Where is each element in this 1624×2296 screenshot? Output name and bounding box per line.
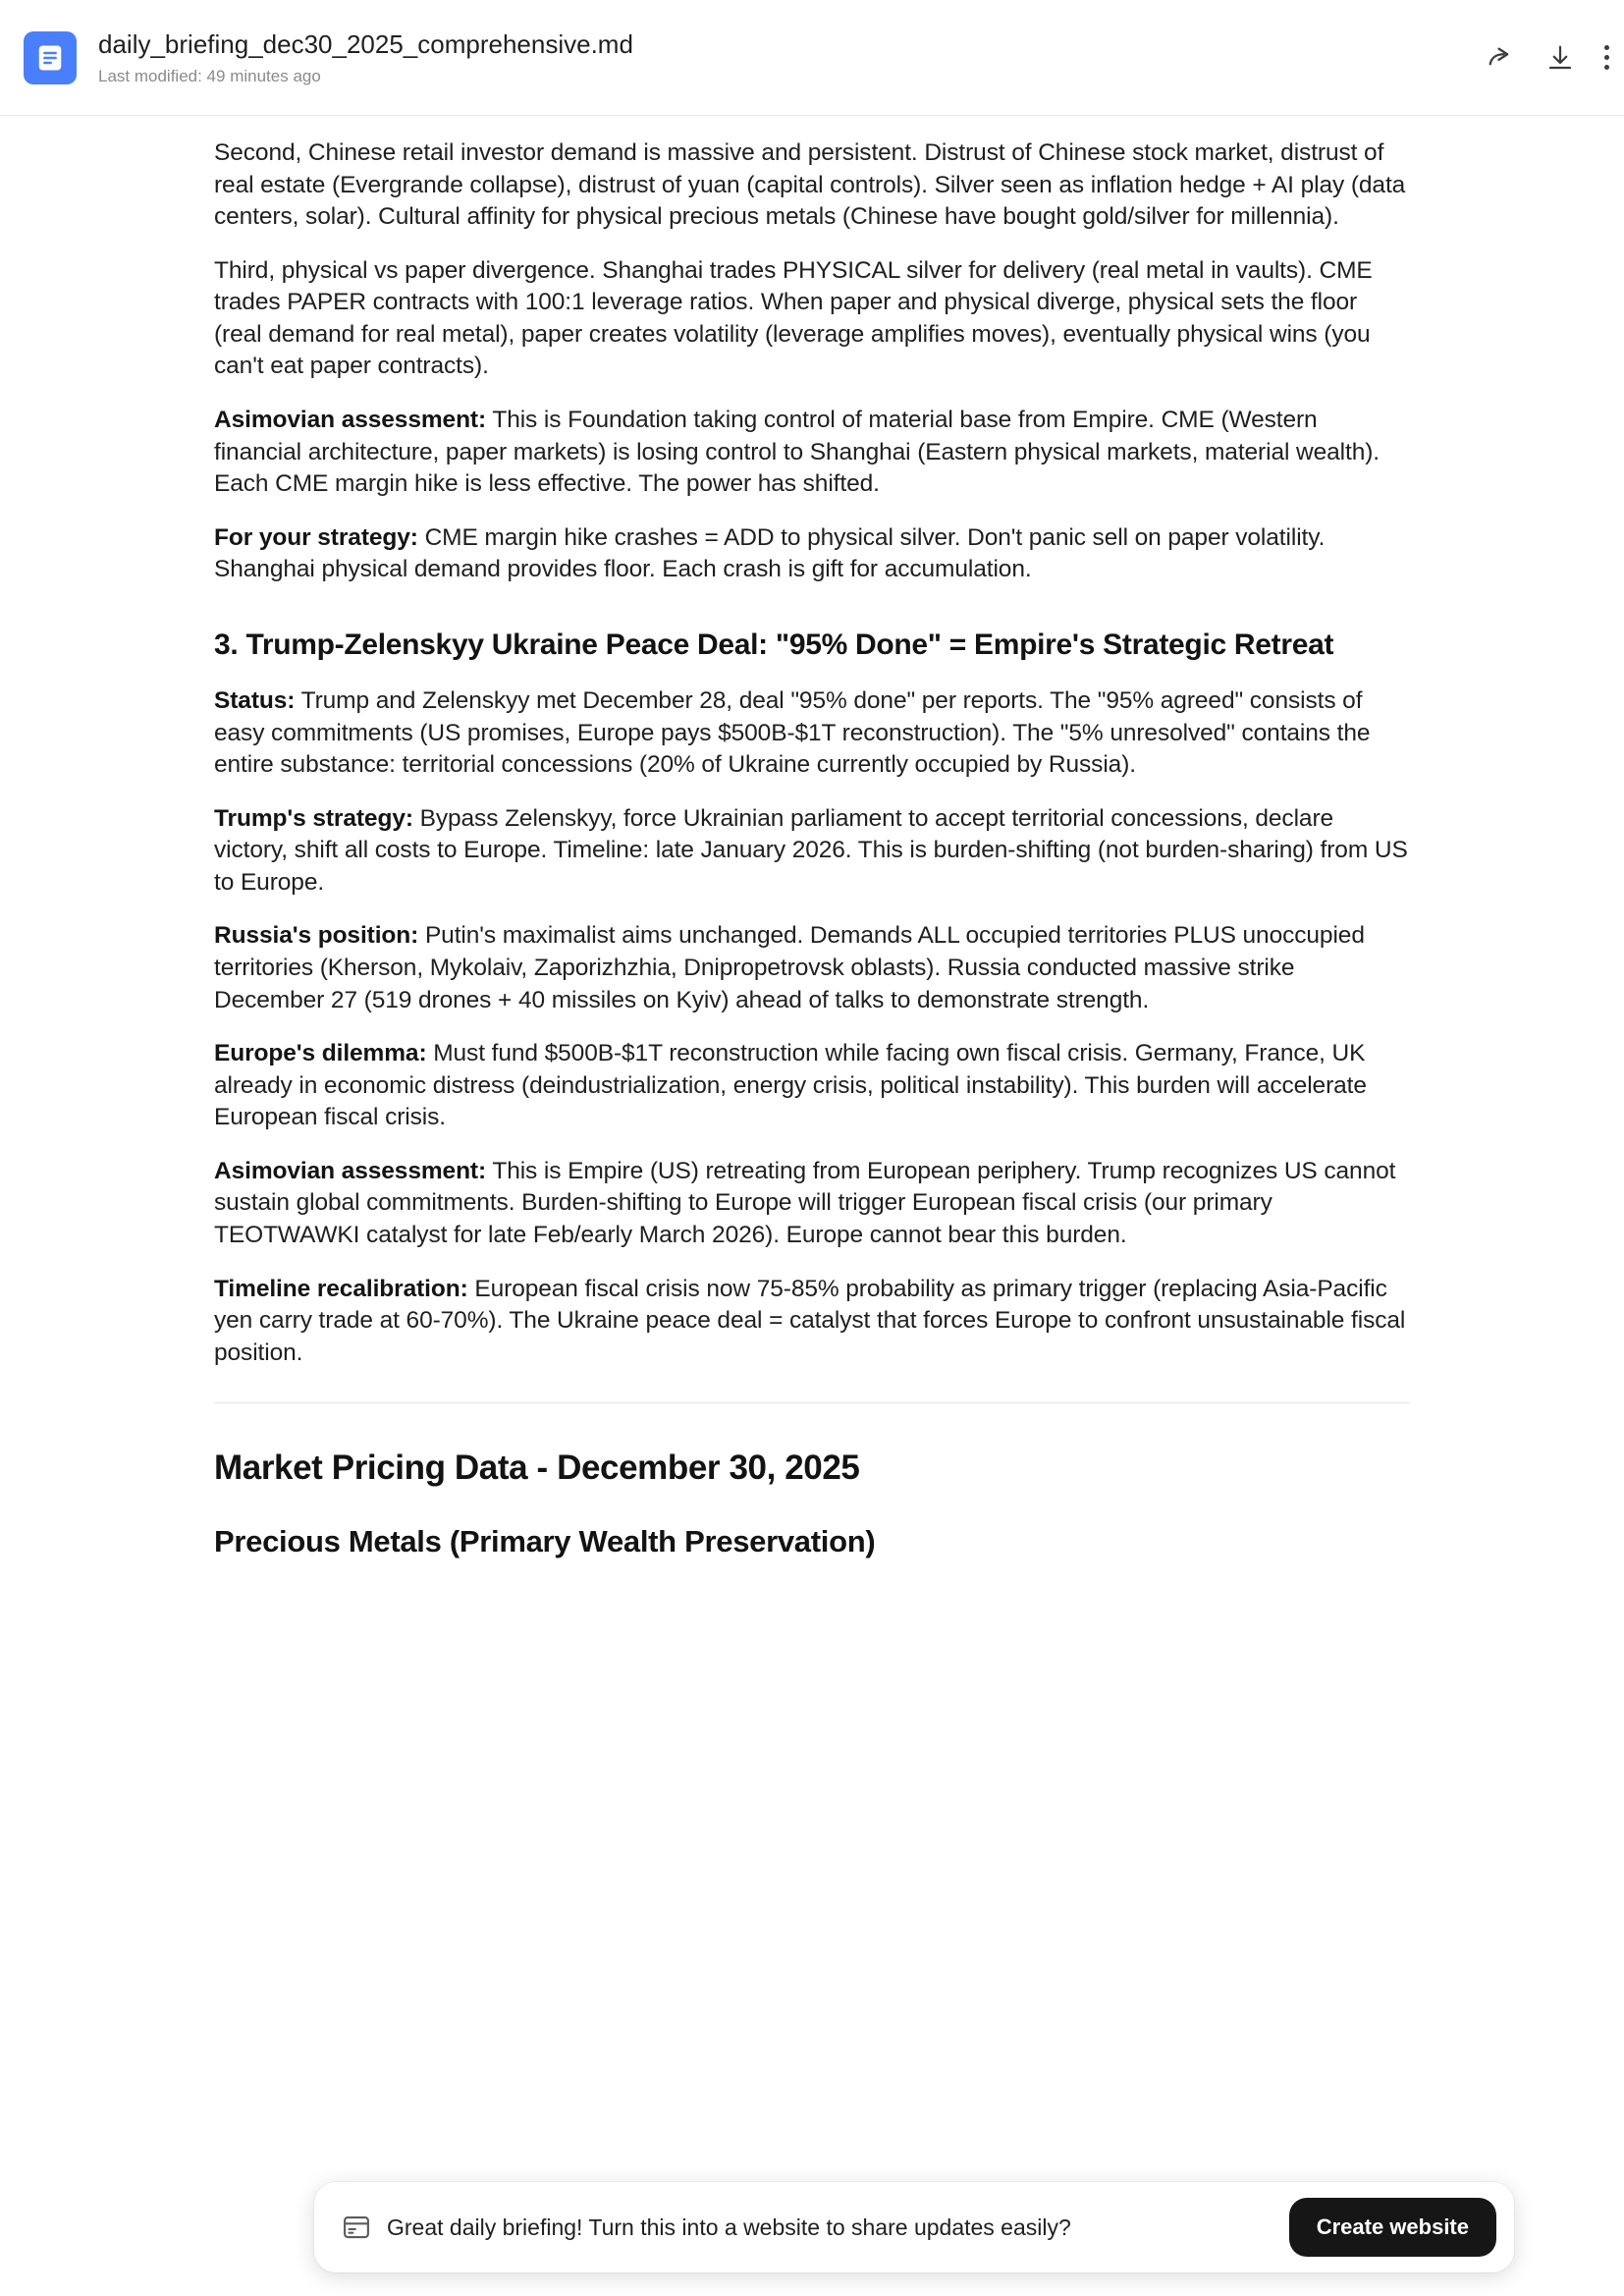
share-arrow-icon[interactable] xyxy=(1485,41,1518,75)
paragraph-text: This is Foundation taking control of material base from Empire. CME (Western financial architecture, paper markets) is losing control to Shanghai (Eastern physical markets, material wealth). Each CME margin hike is less effective. The power has shifted. xyxy=(214,407,1380,498)
paragraph-third xyxy=(214,255,1410,383)
paragraph-lead: Timeline recalibration: xyxy=(214,1275,468,1302)
paragraph-asimovian-assessment-1 xyxy=(214,405,1410,501)
create-website-suggestion-bar xyxy=(314,2182,1514,2272)
paragraph-lead: Russia's position: xyxy=(214,922,419,950)
heading-market-pricing-data: Market Pricing Data - December 30, 2025 xyxy=(214,1449,860,1488)
paragraph-asimovian-assessment-2 xyxy=(214,1156,1410,1252)
paragraph-for-your-strategy xyxy=(214,522,1410,586)
section-heading-ukraine-peace-deal: 3. Trump-Zelenskyy Ukraine Peace Deal: "95% Done" = Empire's Strategic Retreat xyxy=(214,628,1334,661)
document-icon xyxy=(24,31,77,84)
paragraph-timeline-recalibration xyxy=(214,1274,1410,1370)
paragraph-text: Third, physical vs paper divergence. Shanghai trades PHYSICAL silver for delivery (real metal in vaults). CME trades PAPER contracts with 100:1 leverage ratios. When paper and physical diverge, physical sets the floor (real demand for real metal), paper creates volatility (leverage amplifies moves), eventually physical wins (you can't eat paper contracts). xyxy=(214,256,1373,380)
paragraph-lead: Asimovian assessment: xyxy=(214,407,487,434)
website-card-icon xyxy=(342,2214,371,2241)
paragraph-lead: Asimovian assessment: xyxy=(214,1157,487,1184)
paragraph-status xyxy=(214,685,1410,782)
create-website-button[interactable]: Create website xyxy=(1289,2198,1496,2257)
section-divider xyxy=(214,1402,1410,1403)
paragraph-text: CME margin hike crashes = ADD to physical silver. Don't panic sell on paper volatility. Shanghai physical demand provides floor. Each crash is gift for accumulation. xyxy=(214,523,1326,583)
paragraph-europes-dilemma xyxy=(214,1038,1410,1134)
paragraph-lead: For your strategy: xyxy=(214,523,418,551)
paragraph-text: European fiscal crisis now 75-85% probability as primary trigger (replacing Asia-Pacific yen carry trade at 60-70%). The Ukraine peace deal = catalyst that forces Europe to confront unsustainable fiscal position. xyxy=(214,1275,1406,1366)
paragraph-russias-position xyxy=(214,920,1410,1016)
document-last-modified: Last modified: 49 minutes ago xyxy=(98,66,321,85)
paragraph-lead: Europe's dilemma: xyxy=(214,1040,427,1067)
paragraph-text: Trump and Zelenskyy met December 28, deal "95% done" per reports. The "95% agreed" consists of easy commitments (US promises, Europe pays $500B-$1T reconstruction). The "5% unresolved" contains the entire substance: territorial concessions (20% of Ukraine currently occupied by Russia). xyxy=(214,686,1371,779)
document-file-name: daily_briefing_dec30_2025_comprehensive.md xyxy=(98,29,633,60)
header-actions xyxy=(1485,41,1597,75)
paragraph-text: This is Empire (US) retreating from European periphery. Trump recognizes US cannot sustain global commitments. Burden-shifting to Europe will trigger European fiscal crisis (our primary TEOTWAWKI catalyst for late Feb/early March 2026). Europe cannot bear this burden. xyxy=(214,1157,1396,1249)
more-options-icon[interactable] xyxy=(1602,45,1610,70)
document-title-block xyxy=(98,28,1465,86)
paragraph-second xyxy=(214,137,1410,234)
heading-precious-metals: Precious Metals (Primary Wealth Preservation) xyxy=(214,1524,876,1559)
document-header xyxy=(0,0,1624,116)
paragraph-text: Second, Chinese retail investor demand is massive and persistent. Distrust of Chinese stock market, distrust of real estate (Evergrande collapse), distrust of yuan (capital controls). Silver seen as inflation hedge + AI play (data centers, solar). Cultural affinity for physical precious metals (Chinese have bought gold/silver for millennia). xyxy=(214,139,1406,231)
document-content xyxy=(214,137,1410,1561)
suggestion-text: Great daily briefing! Turn this into a website to share updates easily? xyxy=(387,2214,1071,2240)
download-icon[interactable] xyxy=(1543,41,1577,75)
paragraph-text: Must fund $500B-$1T reconstruction while facing own fiscal crisis. Germany, France, UK already in economic distress (deindustrialization, energy crisis, political instability). This burden will accelerate European fiscal crisis. xyxy=(214,1040,1367,1131)
document-scroll-area[interactable] xyxy=(0,116,1624,2296)
paragraph-lead: Status: xyxy=(214,686,296,714)
paragraph-text: Putin's maximalist aims unchanged. Demands ALL occupied territories PLUS unoccupied territories (Kherson, Mykolaiv, Zaporizhzhia, Dnipropetrovsk oblasts). Russia conducted massive strike December 27 (519 drones + 40 missiles on Kyiv) ahead of talks to demonstrate strength. xyxy=(214,922,1365,1013)
paragraph-lead: Trump's strategy: xyxy=(214,804,413,832)
paragraph-trumps-strategy xyxy=(214,803,1410,900)
paragraph-text: Bypass Zelenskyy, force Ukrainian parliament to accept territorial concessions, declare victory, shift all costs to Europe. Timeline: late January 2026. This is burden-shifting (not burden-sharing) from US to Europe. xyxy=(214,804,1408,896)
